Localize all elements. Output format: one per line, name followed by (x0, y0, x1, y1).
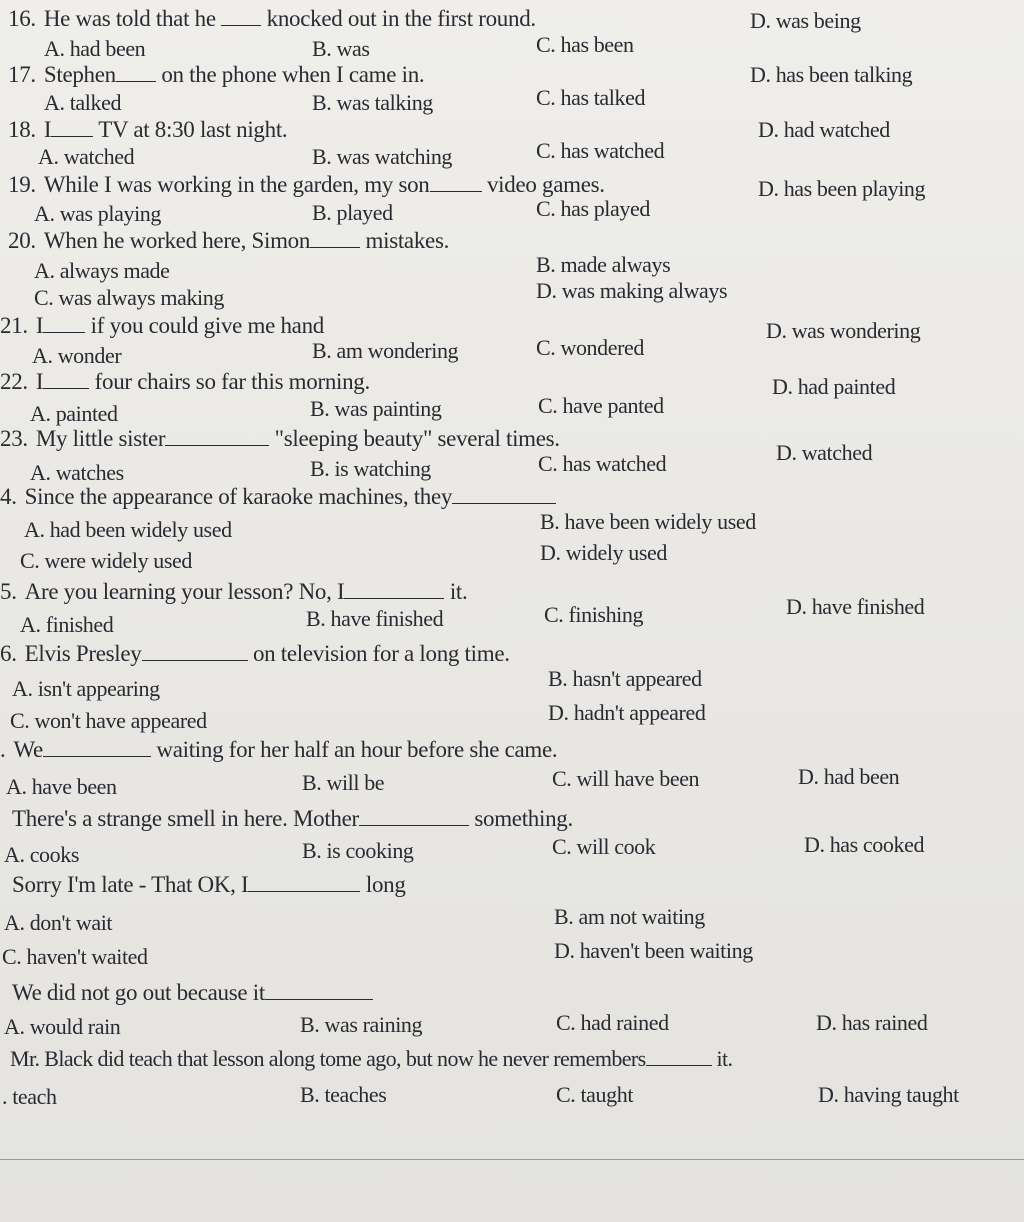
option-c: C. wondered (536, 335, 645, 360)
option-a: A. watches (30, 460, 124, 485)
stem-text: Are you learning your lesson? No, I (24, 579, 345, 604)
stem-text: Since the appearance of karaoke machines, they (24, 484, 453, 509)
answer-blank (359, 824, 469, 826)
option-a: A. talked (44, 90, 122, 115)
question-stem (0, 426, 560, 452)
option-b: B. have been widely used (540, 509, 756, 534)
question-stem (12, 806, 573, 832)
answer-blank (116, 80, 156, 82)
option-a: A. had been widely used (24, 517, 232, 542)
question-number: 20. (8, 228, 36, 253)
question-stem (8, 117, 287, 143)
question-stem (0, 369, 370, 395)
question-stem (8, 228, 449, 254)
option-b: B. was talking (312, 90, 433, 115)
question-number: 4. (0, 484, 17, 509)
stem-text: long (365, 872, 406, 897)
answer-blank (142, 659, 248, 661)
stem-text: four chairs so far this morning. (94, 369, 370, 394)
question-number: 5. (0, 579, 17, 604)
stem-text: I (35, 313, 44, 338)
answer-blank (265, 998, 373, 1000)
option-d: D. has cooked (804, 832, 925, 857)
option-c: C. was always making (34, 285, 224, 310)
question-number: 18. (8, 117, 36, 142)
stem-text: Stephen (43, 62, 116, 87)
option-a: . teach (2, 1084, 57, 1109)
answer-blank (43, 755, 151, 757)
stem-text: on the phone when I came in. (161, 62, 425, 87)
stem-text: something. (474, 806, 573, 831)
option-a: A. wonder (32, 343, 122, 368)
option-a: A. finished (20, 612, 114, 637)
option-c: C. will cook (552, 834, 656, 859)
option-c: C. has watched (536, 138, 665, 163)
question-stem (0, 313, 324, 339)
question-stem (8, 6, 536, 32)
stem-text: We (13, 737, 43, 762)
option-d: D. haven't been waiting (554, 938, 753, 963)
option-a: A. have been (6, 774, 117, 799)
stem-text: Mr. Black did teach that lesson along tome ago, but now he never remembers (10, 1046, 646, 1071)
stem-text: My little sister (35, 426, 166, 451)
question-number: 6. (0, 641, 17, 666)
stem-text: He was told that he (43, 6, 216, 31)
option-a: A. isn't appearing (12, 676, 160, 701)
option-b: B. made always (536, 252, 671, 277)
stem-text: Elvis Presley (24, 641, 142, 666)
option-d: D. having taught (818, 1082, 959, 1107)
option-b: B. have finished (306, 606, 444, 631)
stem-text: mistakes. (365, 228, 450, 253)
question-number: 19. (8, 172, 36, 197)
option-d: D. widely used (540, 540, 667, 565)
stem-text: "sleeping beauty" several times. (274, 426, 560, 451)
option-a: A. cooks (4, 842, 80, 867)
option-b: B. am wondering (312, 338, 459, 363)
option-a: A. was playing (34, 201, 161, 226)
stem-text: it. (449, 579, 468, 604)
option-d: D. had been (798, 764, 900, 789)
option-d: D. has rained (816, 1010, 928, 1035)
option-b: B. was (312, 36, 370, 61)
question-stem (0, 484, 556, 510)
answer-blank (221, 24, 261, 26)
option-a: A. don't wait (4, 910, 113, 935)
option-d: D. has been playing (758, 176, 926, 201)
option-d: D. was wondering (766, 318, 921, 343)
stem-text: We did not go out because it (12, 980, 265, 1005)
question-stem (0, 737, 557, 763)
option-a: A. would rain (4, 1014, 121, 1039)
option-b: B. was painting (310, 396, 442, 421)
answer-blank (344, 597, 444, 599)
answer-blank (248, 890, 360, 892)
stem-text: waiting for her half an hour before she came. (156, 737, 558, 762)
bottom-rule (0, 1159, 1024, 1160)
option-c: C. were widely used (20, 548, 193, 573)
question-number: 16. (8, 6, 36, 31)
option-b: B. was raining (300, 1012, 423, 1037)
question-number: 22. (0, 369, 28, 394)
question-stem (0, 641, 510, 667)
question-stem (0, 579, 467, 605)
question-number: . (0, 737, 6, 762)
question-stem (12, 872, 406, 898)
stem-text: There's a strange smell in here. Mother (12, 806, 359, 831)
option-d: D. watched (776, 440, 873, 465)
option-c: C. taught (556, 1082, 634, 1107)
answer-blank (430, 190, 482, 192)
question-number: 23. (0, 426, 28, 451)
stem-text: Sorry I'm late - That OK, I (12, 872, 249, 897)
stem-text: TV at 8:30 last night. (98, 117, 288, 142)
option-d: D. has been talking (750, 62, 913, 87)
option-c: C. won't have appeared (10, 708, 207, 733)
answer-blank (43, 331, 85, 333)
answer-blank (646, 1064, 712, 1066)
option-a: A. painted (30, 401, 118, 426)
option-c: C. has talked (536, 85, 646, 110)
stem-text: knocked out in the first round. (266, 6, 536, 31)
question-stem (10, 1046, 732, 1072)
question-stem (8, 172, 605, 198)
option-c: C. have panted (538, 393, 664, 418)
question-number: 17. (8, 62, 36, 87)
stem-text: When he worked here, Simon (43, 228, 311, 253)
option-a: A. always made (34, 258, 170, 283)
answer-blank (310, 246, 360, 248)
stem-text: While I was working in the garden, my son (43, 172, 430, 197)
answer-blank (43, 387, 89, 389)
option-c: C. finishing (544, 602, 644, 627)
question-stem (8, 62, 424, 88)
stem-text: I (43, 117, 52, 142)
option-c: C. has played (536, 196, 650, 221)
option-d: D. was making always (536, 278, 728, 303)
option-d: D. had watched (758, 117, 890, 142)
option-d: D. was being (750, 8, 861, 33)
option-b: B. will be (302, 770, 385, 795)
option-b: B. is watching (310, 456, 431, 481)
option-b: B. was watching (312, 144, 453, 169)
answer-blank (452, 502, 556, 504)
option-b: B. is cooking (302, 838, 414, 863)
question-stem (12, 980, 373, 1006)
option-b: B. teaches (300, 1082, 387, 1107)
stem-text: if you could give me hand (90, 313, 324, 338)
option-c: C. has been (536, 32, 634, 57)
stem-text: I (35, 369, 44, 394)
stem-text: on television for a long time. (252, 641, 510, 666)
option-c: C. has watched (538, 451, 667, 476)
stem-text: video games. (486, 172, 605, 197)
option-b: B. played (312, 200, 393, 225)
stem-text: it. (716, 1046, 733, 1071)
option-d: D. had painted (772, 374, 896, 399)
option-d: D. hadn't appeared (548, 700, 706, 725)
option-c: C. haven't waited (2, 944, 148, 969)
answer-blank (51, 135, 93, 137)
option-c: C. will have been (552, 766, 700, 791)
option-a: A. watched (38, 144, 135, 169)
option-c: C. had rained (556, 1010, 669, 1035)
option-b: B. hasn't appeared (548, 666, 702, 691)
option-a: A. had been (44, 36, 146, 61)
option-b: B. am not waiting (554, 904, 705, 929)
option-d: D. have finished (786, 594, 925, 619)
answer-blank (165, 444, 269, 446)
question-number: 21. (0, 313, 28, 338)
